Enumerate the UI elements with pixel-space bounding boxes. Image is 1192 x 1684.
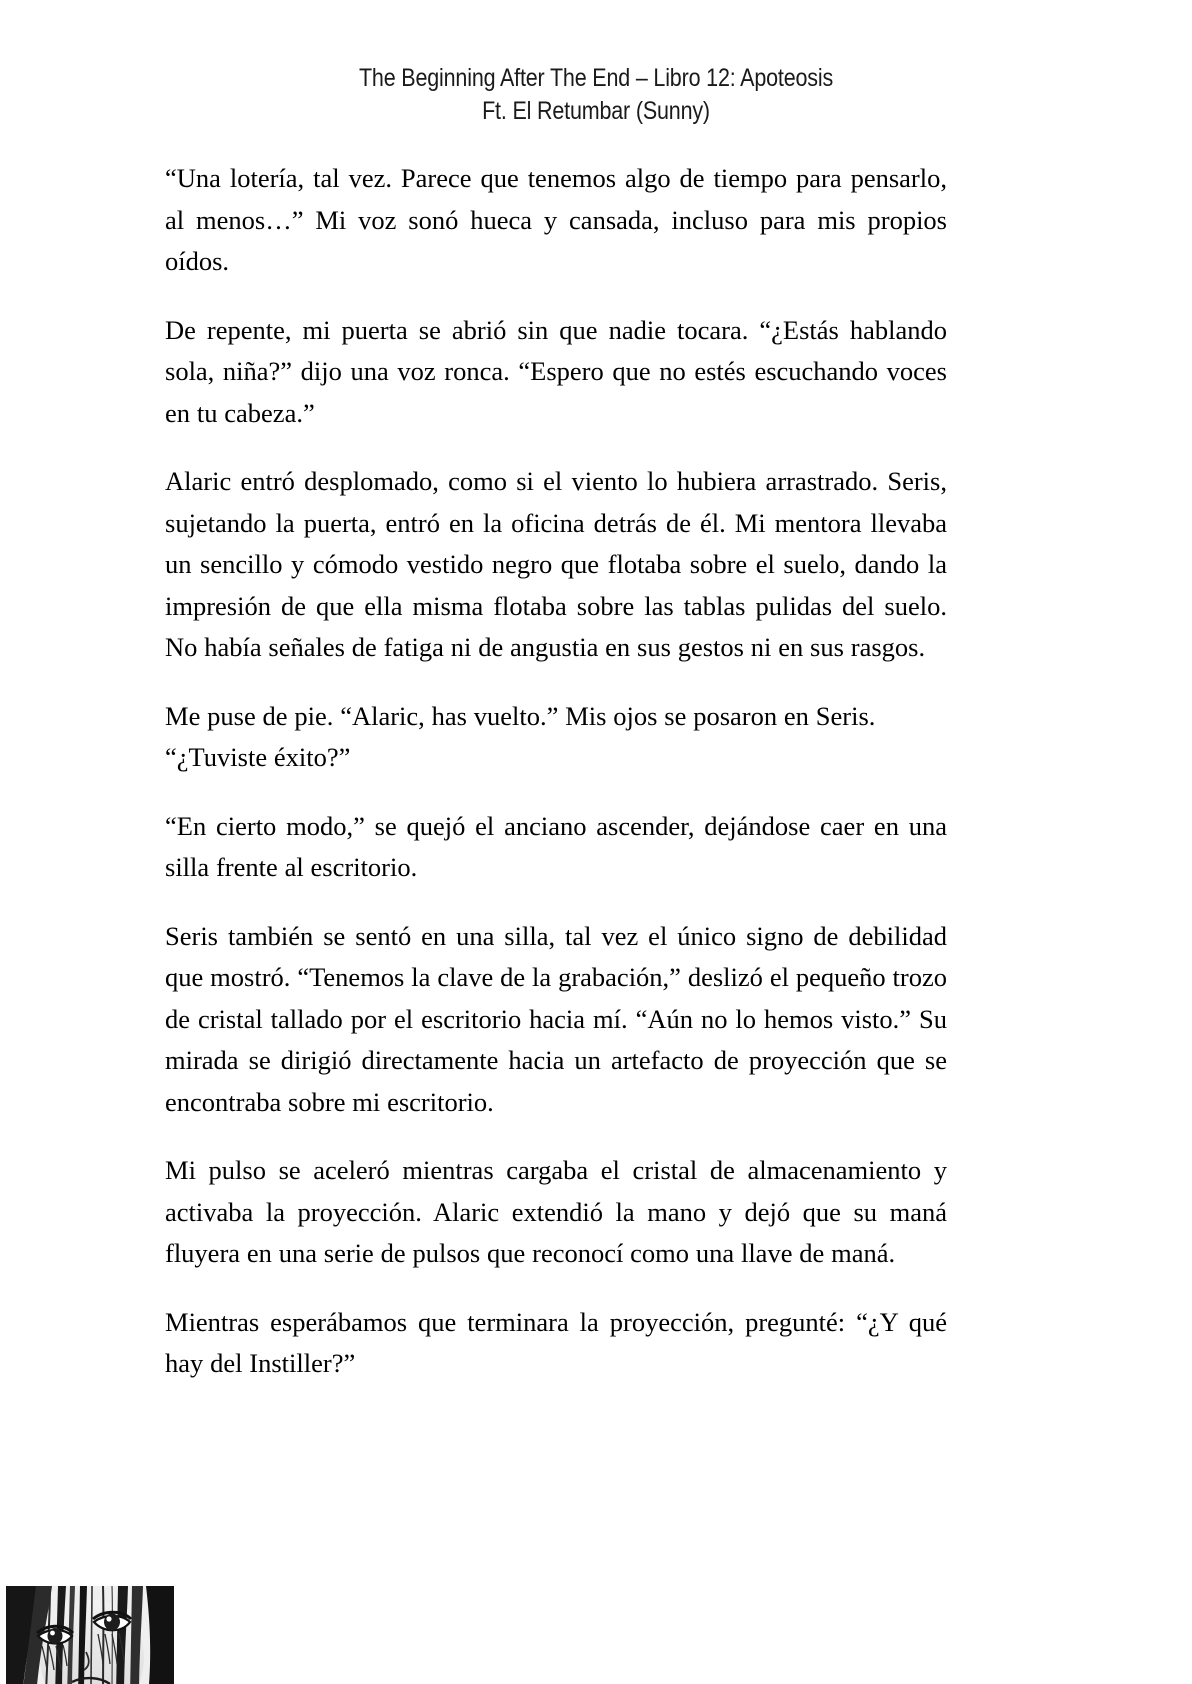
body-paragraph: De repente, mi puerta se abrió sin que nadie tocara. “¿Estás hablando sola, niña?” dijo una voz ronca. “Espero que no estés escuchando voces en tu cabeza.”	[165, 314, 947, 428]
body-paragraph: Me puse de pie. “Alaric, has vuelto.” Mis ojos se posaron en Seris. “¿Tuviste éxito?”	[165, 700, 876, 772]
body-paragraph: Alaric entró desplomado, como si el viento lo hubiera arrastrado. Seris, sujetando la puerta, entró en la oficina detrás de él. Mi mentora llevaba un sencillo y cómodo vestido negro que flotaba sobre el suelo, dando la impresión de que ella misma flotaba sobre las tablas pulidas del suelo. No había señales de fatiga ni de angustia en sus gestos ni en sus rasgos.	[165, 466, 947, 662]
body-paragraph: “En cierto modo,” se quejó el anciano ascender, dejándose caer en una silla frente al escritorio.	[165, 810, 947, 882]
document-body	[165, 158, 947, 1385]
header-subtitle-line: Ft. El Retumbar (Sunny)	[482, 97, 710, 125]
body-paragraph: Mientras esperábamos que terminara la proyección, pregunté: “¿Y qué hay del Instiller?”	[165, 1306, 947, 1378]
body-paragraph: Mi pulso se aceleró mientras cargaba el cristal de almacenamiento y activaba la proyección. Alaric extendió la mano y dejó que su maná fluyera en una serie de pulsos que reconocí como una llave de maná.	[165, 1155, 947, 1268]
header-title-line: The Beginning After The End – Libro 12: Apoteosis	[358, 64, 834, 92]
body-paragraph: Seris también se sentó en una silla, tal vez el único signo de debilidad que mostró. “Tenemos la clave de la grabación,” deslizó el pequeño trozo de cristal tallado por el escritorio hacia mí. “Aún no lo hemos visto.” Su mirada se dirigió directamente hacia un artefacto de proyección que se encontraba sobre mi escritorio.	[165, 920, 947, 1117]
document-header	[83, 62, 1108, 128]
manga-face-illustration	[6, 1586, 174, 1684]
body-paragraph: “Una lotería, tal vez. Parece que tenemos algo de tiempo para pensarlo, al menos…” Mi voz sonó hueca y cansada, incluso para mis propios oídos.	[165, 163, 947, 276]
